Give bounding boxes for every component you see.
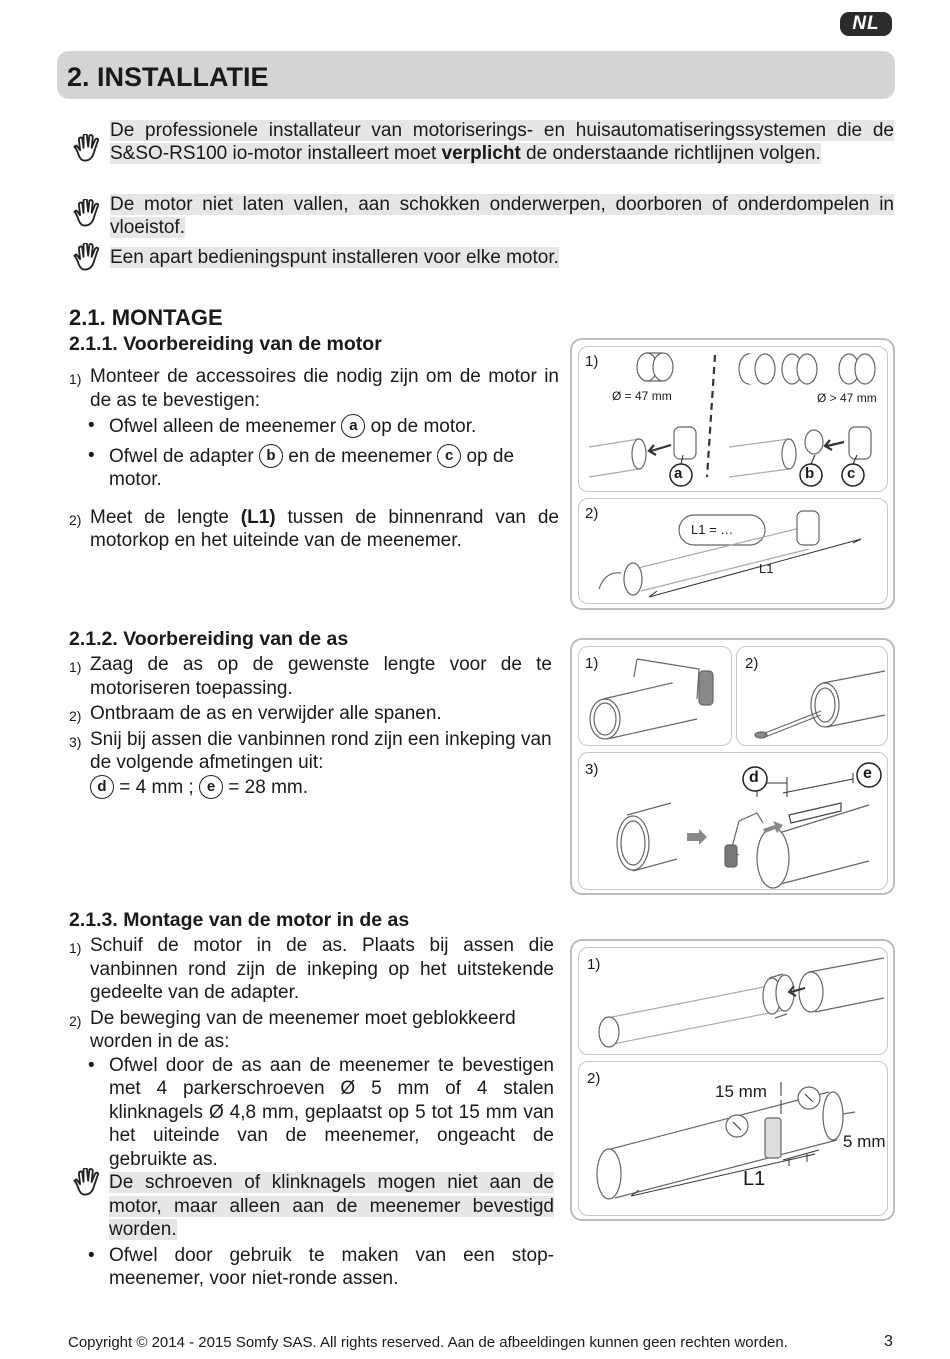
subsection-heading-tube: 2.1.2. Voorbereiding van de as bbox=[69, 628, 349, 650]
step-text: Zaag de as op de gewenste lengte voor de te motoriseren toepassing. bbox=[90, 654, 552, 699]
mounting-warning bbox=[109, 1171, 554, 1242]
warning-text: De schroeven of klinknagels mogen niet aan de motor, maar alleen aan de meenemer bevestigd worden. bbox=[109, 1172, 554, 1240]
dimension-5mm: 5 mm bbox=[843, 1132, 886, 1151]
step-text: Snij bij assen die vanbinnen rond zijn een inkeping van de volgende afmetingen uit: bbox=[90, 728, 552, 773]
page-number: 3 bbox=[884, 1333, 893, 1350]
callout-c: c bbox=[847, 465, 856, 482]
length-label: L1 bbox=[759, 561, 774, 576]
dimension-d: = 4 mm ; bbox=[119, 776, 194, 798]
section-heading-montage: 2.1. MONTAGE bbox=[69, 305, 223, 330]
figure-motor-prep bbox=[570, 338, 895, 610]
callout-a: a bbox=[674, 465, 683, 482]
step-text: De beweging van de meenemer moet geblokkeerd worden in de as: bbox=[90, 1007, 516, 1052]
label-c-circle: c bbox=[437, 444, 461, 468]
figure-panel-1 bbox=[578, 346, 888, 492]
hand-warning-icon bbox=[72, 243, 102, 273]
figure-panel-notch bbox=[578, 752, 888, 890]
bullet: • bbox=[88, 1244, 95, 1266]
motor-prep-steps bbox=[69, 365, 559, 553]
warning-installer bbox=[110, 119, 894, 165]
subsection-heading-mounting: 2.1.3. Montage van de motor in de as bbox=[69, 909, 410, 931]
step-text-part: tussen de binnenrand van de motorkop en het uiteinde van de meenemer. bbox=[90, 506, 560, 551]
bullet: • bbox=[88, 415, 95, 436]
warning-text: De motor niet laten vallen, aan schokken onderwerpen, doorboren of onderdompelen in vloeistof. bbox=[110, 194, 894, 238]
figure-panel-fix bbox=[578, 1061, 888, 1216]
figure-panel-2 bbox=[578, 498, 888, 604]
bullet-text: Ofwel alleen de meenemer bbox=[109, 416, 337, 437]
panel-label: 1) bbox=[587, 956, 601, 973]
dimension-15mm: 15 mm bbox=[715, 1082, 767, 1101]
step-number: 3) bbox=[69, 733, 82, 750]
hand-warning-icon bbox=[72, 199, 102, 229]
notching-drawing bbox=[579, 753, 889, 891]
bullet-text: op de motor. bbox=[370, 416, 477, 437]
dimension-e: = 28 mm. bbox=[228, 776, 309, 798]
warning-text: Een apart bedieningspunt installeren voor elke motor. bbox=[110, 247, 559, 268]
page-title: 2. INSTALLATIE bbox=[67, 62, 269, 92]
warning-text: de onderstaande richtlijnen volgen. bbox=[520, 143, 821, 164]
step-number: 1) bbox=[69, 940, 82, 956]
diameter-label: Ø > 47 mm bbox=[817, 391, 877, 405]
bullet-text: Ofwel door de as aan de meenemer te bevestigen met 4 parkerschroeven Ø 5 mm of 4 stalen klinknagels Ø 4,8 mm, geplaatst op 5 tot 15 mm van het uiteinde van de meenemer, ongeacht de gebruikte as. bbox=[109, 1054, 554, 1170]
deburring-drawing bbox=[737, 647, 889, 747]
figure-panel-saw bbox=[578, 646, 732, 746]
step-number: 1) bbox=[69, 659, 82, 675]
step-text-part: Meet de lengte bbox=[90, 506, 241, 528]
motor-accessories-drawing bbox=[579, 347, 889, 493]
callout-d: d bbox=[749, 769, 759, 786]
step-number: 2) bbox=[69, 708, 82, 724]
figure-panel-insert bbox=[578, 947, 888, 1055]
panel-label: 2) bbox=[587, 1070, 601, 1087]
label-b-circle: b bbox=[259, 444, 283, 468]
bullet-text: en de meenemer bbox=[288, 445, 432, 467]
figure-panel-deburr bbox=[736, 646, 888, 746]
hand-warning-icon bbox=[72, 1168, 102, 1198]
hand-warning-icon bbox=[72, 134, 102, 164]
sawing-drawing bbox=[579, 647, 733, 747]
figure-motor-mounting bbox=[570, 939, 895, 1221]
panel-label: 1) bbox=[585, 655, 599, 672]
panel-label: 2) bbox=[745, 655, 759, 672]
step-text: Monteer de accessoires die nodig zijn om de motor in de as te bevestigen: bbox=[90, 366, 559, 411]
bullet-text: Ofwel de adapter bbox=[109, 445, 254, 467]
mounting-steps bbox=[69, 934, 554, 1291]
warning-control-point bbox=[110, 246, 894, 269]
copyright-footer: Copyright © 2014 - 2015 Somfy SAS. All rights reserved. Aan de afbeeldingen kunnen geen rechten worden. bbox=[68, 1334, 788, 1351]
figure-tube-prep bbox=[570, 638, 895, 895]
panel-label: 3) bbox=[585, 761, 599, 778]
bullet-text: op de motor. bbox=[109, 445, 515, 490]
subsection-heading-motor: 2.1.1. Voorbereiding van de motor bbox=[69, 333, 382, 355]
step-text bbox=[69, 506, 559, 553]
warning-text: De professionele installateur van motoriserings- en huisautomatiseringssystemen die de S&SO-RS100 io-motor installeert moet bbox=[110, 120, 894, 164]
step-text-bold: (L1) bbox=[240, 506, 276, 528]
motor-length-drawing bbox=[579, 499, 889, 605]
label-e-circle: e bbox=[199, 775, 223, 799]
step-text: Ontbraam de as en verwijder alle spanen. bbox=[90, 703, 442, 724]
bullet: • bbox=[88, 1054, 95, 1076]
tube-prep-steps bbox=[69, 653, 552, 799]
callout-b: b bbox=[805, 465, 815, 482]
step-number: 2) bbox=[69, 1012, 82, 1029]
label-a-circle: a bbox=[341, 414, 365, 438]
panel-label: 2) bbox=[585, 505, 599, 522]
warning-handling bbox=[110, 193, 894, 239]
length-bubble: L1 = … bbox=[691, 522, 734, 537]
section-title-bar bbox=[57, 51, 895, 99]
step-text: Schuif de motor in de as. Plaats bij assen die vanbinnen rond zijn de inkeping op het uitstekende gedeelte van de adapter. bbox=[90, 935, 554, 1003]
panel-label: 1) bbox=[585, 353, 599, 370]
warning-bold: verplicht bbox=[441, 143, 521, 164]
callout-e: e bbox=[863, 765, 872, 782]
label-d-circle: d bbox=[90, 775, 114, 799]
bullet-text: Ofwel door gebruik te maken van een stop-meenemer, voor niet-ronde assen. bbox=[109, 1244, 554, 1289]
insert-motor-drawing bbox=[579, 948, 889, 1056]
bullet: • bbox=[88, 444, 95, 466]
language-badge: NL bbox=[840, 12, 892, 36]
step-number: 1) bbox=[69, 371, 82, 387]
diameter-label: Ø = 47 mm bbox=[612, 389, 672, 403]
step-number: 2) bbox=[69, 511, 82, 528]
length-label: L1 bbox=[743, 1168, 766, 1190]
